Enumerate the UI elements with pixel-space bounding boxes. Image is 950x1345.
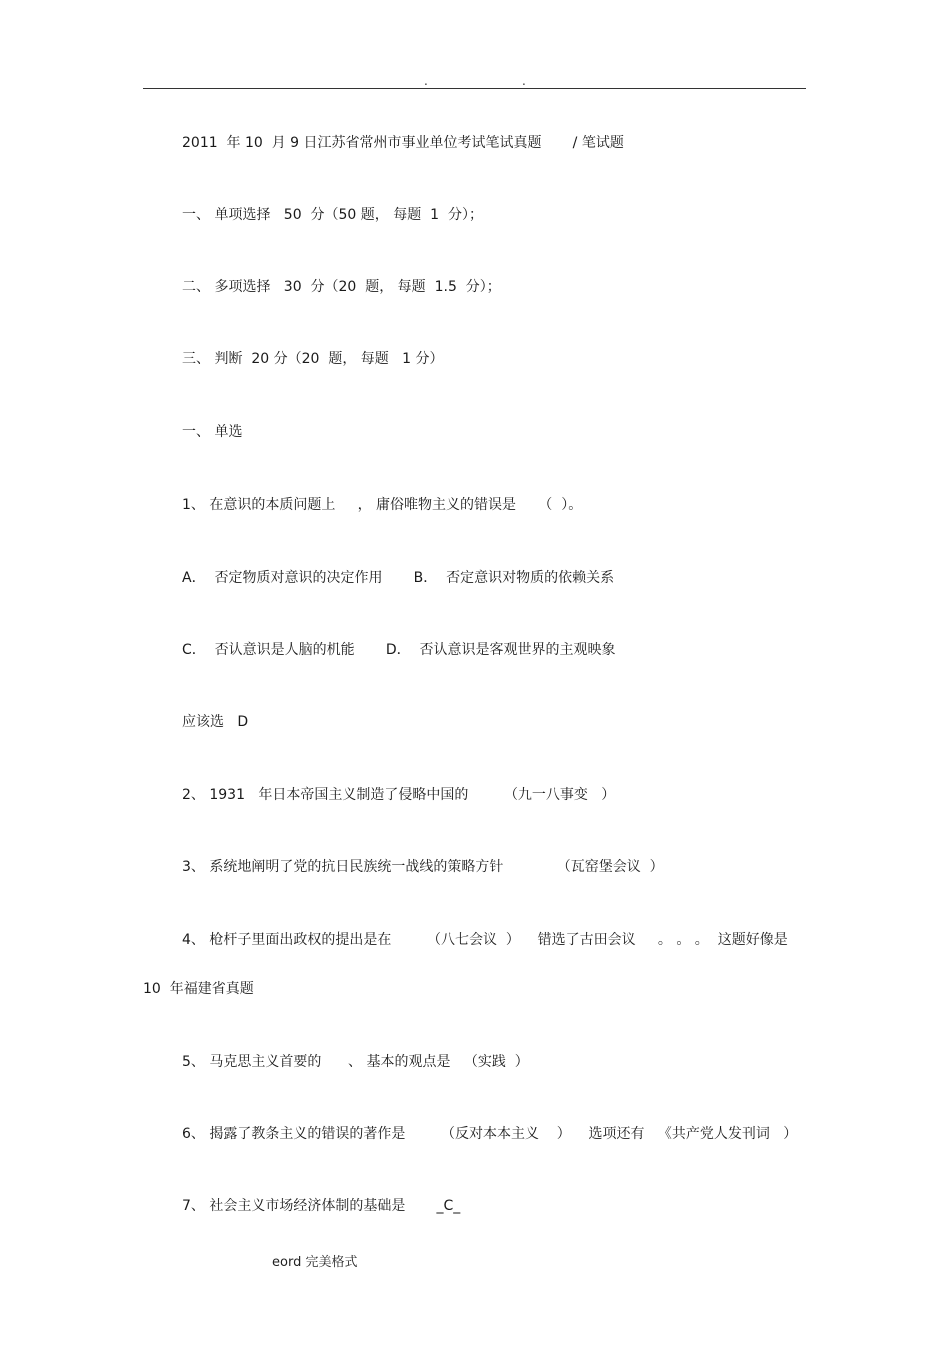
question-2: 2、 1931 年日本帝国主义制造了侵略中国的 （九一八事变 ）: [182, 787, 616, 803]
header-dots: [424, 74, 534, 86]
question-1-options-cd: C． 否认意识是人脑的机能 D． 否认意识是客观世界的主观映象: [182, 642, 616, 658]
question-5: 5、 马克思主义首要的 、 基本的观点是 （实践 ）: [182, 1054, 529, 1070]
footer-text: eord 完美格式: [272, 1255, 358, 1270]
question-1-options-ab: A． 否定物质对意识的决定作用 B． 否定意识对物质的依赖关系: [182, 570, 615, 586]
question-1-answer: 应该选 D: [182, 714, 249, 730]
header-dot-right: .: [522, 74, 526, 88]
question-7: 7、 社会主义市场经济体制的基础是 _C_: [182, 1198, 461, 1214]
question-4-continued: 10 年福建省真题: [143, 981, 254, 997]
question-3: 3、 系统地阐明了党的抗日民族统一战线的策略方针 （瓦窑堡会议 ）: [182, 859, 664, 875]
header-rule: [143, 88, 806, 89]
document-title: 2011 年 10 月 9 日江苏省常州市事业单位考试笔试真题 / 笔试题: [182, 135, 624, 151]
section-multiple-choice: 二、 多项选择 30 分（20 题， 每题 1.5 分）；: [182, 279, 501, 295]
part-heading: 一、 单选: [182, 424, 243, 440]
question-1: 1、 在意识的本质问题上 ， 庸俗唯物主义的错误是 （ ）。: [182, 497, 583, 513]
question-6: 6、 揭露了教条主义的错误的著作是 （反对本本主义 ） 选项还有 《共产党人发刊词 ）: [182, 1126, 798, 1142]
section-true-false: 三、 判断 20 分（20 题， 每题 1 分）: [182, 351, 444, 367]
header-dot-left: .: [424, 74, 428, 88]
section-single-choice: 一、 单项选择 50 分（50 题， 每题 1 分）；: [182, 207, 483, 223]
question-4: 4、 枪杆子里面出政权的提出是在 （八七会议 ） 错选了古田会议 。 。 。 这题好像是: [182, 932, 788, 948]
